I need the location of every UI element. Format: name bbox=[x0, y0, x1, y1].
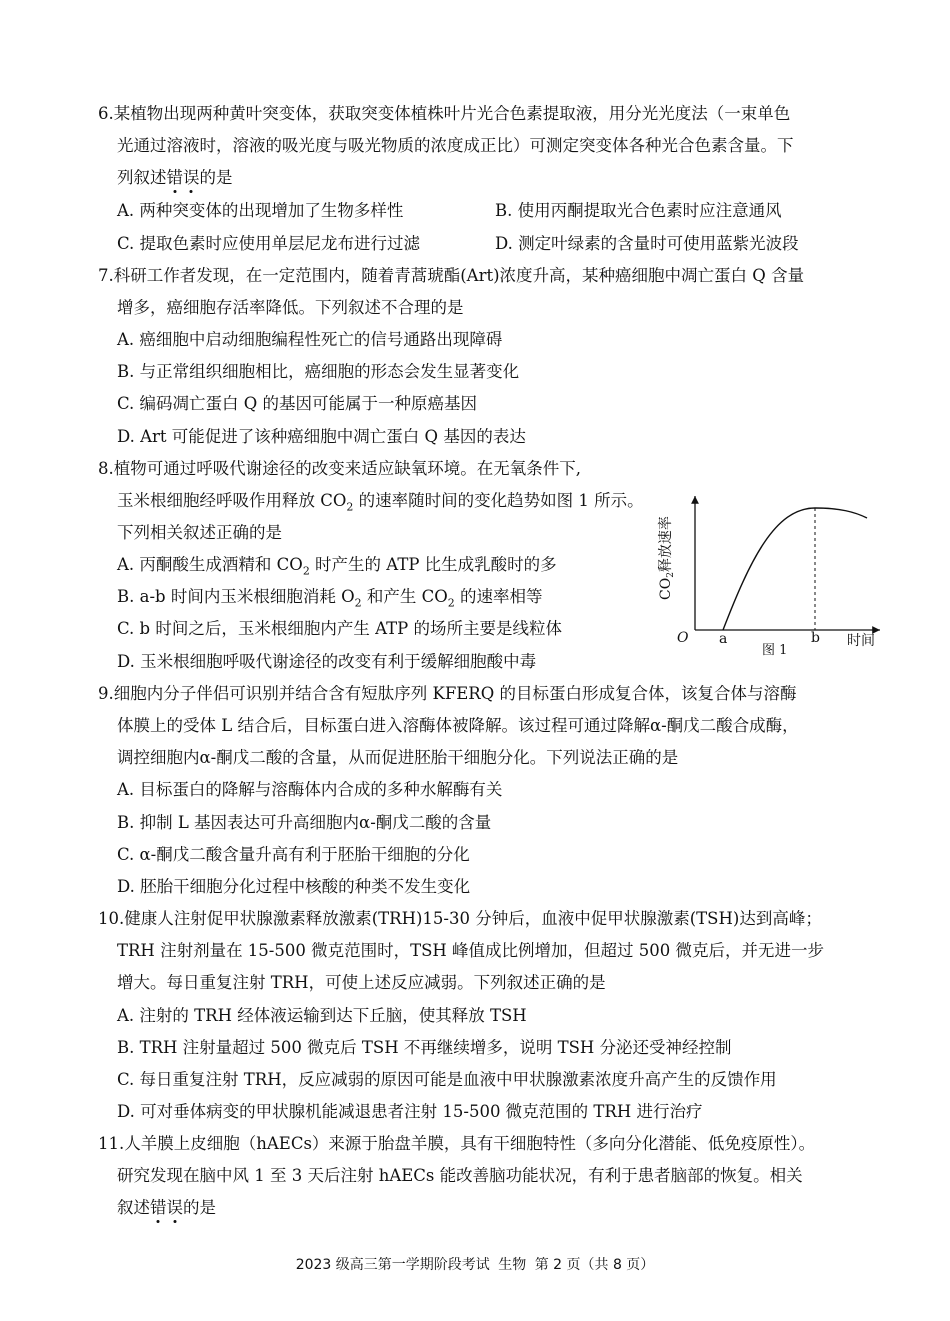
q6-option-c: C. 提取色素时应使用单层尼龙布进行过滤 bbox=[117, 234, 421, 253]
q9-option-b: B. 抑制 L 基因表达可升高细胞内α-酮戊二酸的含量 bbox=[117, 813, 492, 832]
figure-1-graph bbox=[655, 490, 890, 665]
q7-stem-line-2: 增多，癌细胞存活率降低。下列叙述不合理的是 bbox=[117, 298, 464, 317]
q6-option-d: D. 测定叶绿素的含量时可使用蓝紫光波段 bbox=[495, 234, 799, 253]
q7-option-c: C. 编码凋亡蛋白 Q 的基因可能属于一种原癌基因 bbox=[117, 394, 478, 413]
co2-release-curve bbox=[723, 508, 867, 630]
q11-emphasis-char-2: 误 bbox=[167, 1198, 184, 1217]
q9-stem-line-1: 9.细胞内分子伴侣可识别并结合含有短肽序列 KFERQ 的目标蛋白形成复合体，该复合体与溶酶 bbox=[98, 684, 797, 703]
q11-stem-line-2: 研究发现在脑中风 1 至 3 天后注射 hAECs 能改善脑功能状况，有利于患者脑部的恢复。相关 bbox=[117, 1166, 803, 1185]
q6-emphasis-char-2: 误 bbox=[183, 168, 200, 187]
q10-option-d: D. 可对垂体病变的甲状腺机能减退患者注射 15-500 微克范围的 TRH 进行治疗 bbox=[117, 1102, 703, 1121]
q6-stem-text: 列叙述 bbox=[117, 168, 167, 187]
q6-emphasis-char-1: 错 bbox=[167, 168, 184, 187]
q10-stem-line-2: TRH 注射剂量在 15-500 微克范围时，TSH 峰值成比例增加，但超过 500 微克后，并无进一步 bbox=[117, 941, 825, 960]
origin-label: O bbox=[677, 630, 689, 646]
q7-option-a: A. 癌细胞中启动细胞编程性死亡的信号通路出现障碍 bbox=[117, 330, 503, 349]
q8-option-b: B. a-b 时间内玉米根细胞消耗 $O_2$ 和产生 $CO_2$ 的速率相等 bbox=[117, 587, 543, 610]
q6-option-b: B. 使用丙酮提取光合色素时应注意通风 bbox=[495, 201, 782, 220]
q9-option-a: A. 目标蛋白的降解与溶酶体内合成的多种水解酶有关 bbox=[117, 780, 503, 799]
q10-stem-line-3: 增大。每日重复注射 TRH，可使上述反应减弱。下列叙述正确的是 bbox=[117, 973, 606, 992]
q11-stem-line-1: 11.人羊膜上皮细胞（hAECs）来源于胎盘羊膜，具有干细胞特性（多向分化潜能、低免疫原性）。 bbox=[98, 1134, 816, 1153]
q8-option-c: C. b 时间之后，玉米根细胞内产生 ATP 的场所主要是线粒体 bbox=[117, 619, 562, 638]
q11-stem-text-end: 的是 bbox=[183, 1198, 216, 1217]
q8-stem-line-3: 下列相关叙述正确的是 bbox=[117, 523, 282, 542]
q11-stem-line-3 bbox=[117, 1197, 216, 1219]
q7-option-b: B. 与正常组织细胞相比，癌细胞的形态会发生显著变化 bbox=[117, 362, 520, 381]
q10-option-b: B. TRH 注射量超过 500 微克后 TSH 不再继续增多，说明 TSH 分泌还受神经控制 bbox=[117, 1038, 732, 1057]
q6-stem-line-3 bbox=[117, 167, 233, 189]
q6-option-a: A. 两种突变体的出现增加了生物多样性 bbox=[117, 201, 404, 220]
q10-stem-line-1: 10.健康人注射促甲状腺激素释放激素(TRH)15-30 分钟后，血液中促甲状腺激素(TSH)达到高峰； bbox=[98, 909, 822, 928]
tick-b-label: b bbox=[811, 630, 820, 646]
q9-stem-line-3: 调控细胞内α-酮戊二酸的含量，从而促进胚胎干细胞分化。下列说法正确的是 bbox=[117, 748, 679, 767]
q8-stem-line-2: 玉米根细胞经呼吸作用释放 $CO_2$ 的速率随时间的变化趋势如图 1 所示。 bbox=[117, 491, 644, 514]
y-axis-label: $CO_2$释放速率 bbox=[658, 516, 676, 600]
q8-option-a: A. 丙酮酸生成酒精和 $CO_2$ 时产生的 ATP 比生成乳酸时的多 bbox=[117, 555, 557, 578]
q9-stem-line-2: 体膜上的受体 L 结合后，目标蛋白进入溶酶体被降解。该过程可通过降解α-酮戊二酸合成酶， bbox=[117, 716, 799, 735]
q7-stem-line-1: 7.科研工作者发现，在一定范围内，随着青蒿琥酯(Art)浓度升高，某种癌细胞中凋亡蛋白 Q 含量 bbox=[98, 266, 805, 285]
footer-exam: 2023 级高三第一学期阶段考试 bbox=[295, 1257, 490, 1273]
q11-stem-text: 叙述 bbox=[117, 1198, 150, 1217]
q9-option-d: D. 胚胎干细胞分化过程中核酸的种类不发生变化 bbox=[117, 877, 471, 896]
q8-stem-line-1: 8.植物可通过呼吸代谢途径的改变来适应缺氧环境。在无氧条件下, bbox=[98, 459, 581, 478]
q10-option-a: A. 注射的 TRH 经体液运输到达下丘脑，使其释放 TSH bbox=[117, 1006, 527, 1025]
figure-caption: 图 1 bbox=[762, 643, 788, 658]
tick-a-label: a bbox=[719, 631, 728, 647]
page-footer bbox=[0, 1254, 950, 1274]
q6-stem-line-2: 光通过溶液时，溶液的吸光度与吸光物质的浓度成正比）可测定突变体各种光合色素含量。下 bbox=[117, 136, 794, 155]
q11-emphasis-char-1: 错 bbox=[150, 1198, 167, 1217]
q8-option-d: D. 玉米根细胞呼吸代谢途径的改变有利于缓解细胞酸中毒 bbox=[117, 652, 537, 671]
q6-stem-line-1: 6.某植物出现两种黄叶突变体，获取突变体植株叶片光合色素提取液，用分光光度法（一束单色 bbox=[98, 104, 791, 123]
footer-subject: 生物 bbox=[498, 1257, 527, 1273]
x-axis-label: 时间 bbox=[847, 633, 875, 649]
q7-option-d: D. Art 可能促进了该种癌细胞中凋亡蛋白 Q 基因的表达 bbox=[117, 427, 526, 446]
footer-page: 第 2 页（共 8 页） bbox=[534, 1257, 655, 1273]
q10-option-c: C. 每日重复注射 TRH，反应减弱的原因可能是血液中甲状腺激素浓度升高产生的反馈作用 bbox=[117, 1070, 777, 1089]
q6-stem-text-end: 的是 bbox=[199, 168, 233, 187]
q9-option-c: C. α-酮戊二酸含量升高有利于胚胎干细胞的分化 bbox=[117, 845, 470, 864]
